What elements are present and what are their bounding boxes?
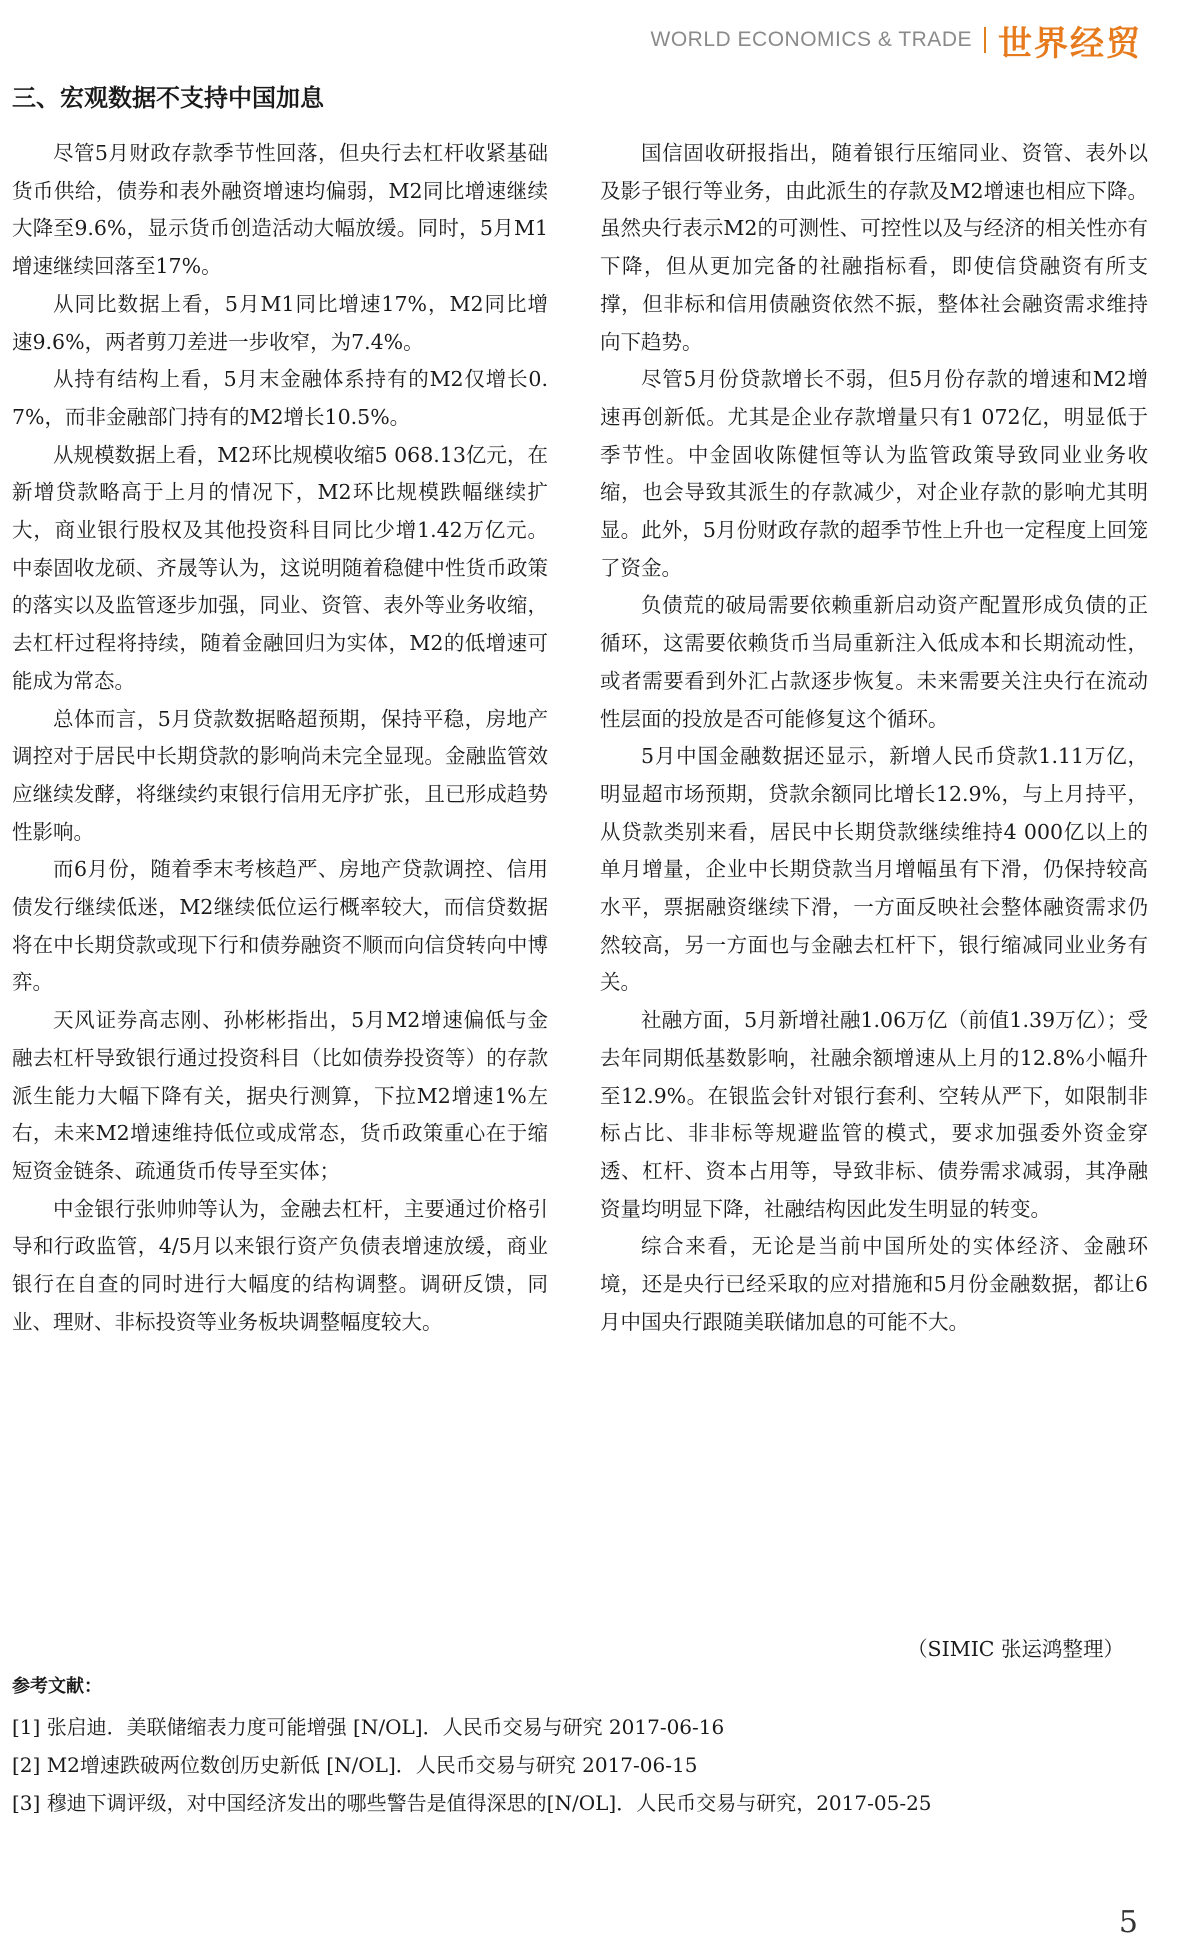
paragraph: 总体而言，5月贷款数据略超预期，保持平稳，房地产调控对于居民中长期贷款的影响尚未完全显现。金融监管效应继续发酵，将继续约束银行信用无序扩张，且已形成趋势性影响。: [12, 706, 548, 844]
references-list: [12, 1708, 1162, 1822]
paragraph: 综合来看，无论是当前中国所处的实体经济、金融环境，还是央行已经采取的应对措施和5月份金融数据，都让6月中国央行跟随美联储加息的可能不大。: [600, 1234, 1148, 1334]
left-column: [12, 135, 548, 1342]
references-section: [12, 1672, 1162, 1822]
paragraph: 从同比数据上看，5月M1同比增速17%，M2同比增速9.6%，两者剪刀差进一步收窄，为7.4%。: [12, 291, 548, 354]
paragraph: 而6月份，随着季末考核趋严、房地产贷款调控、信用债发行继续低迷，M2继续低位运行概率较大，而信贷数据将在中长期贷款或现下行和债券融资不顺而向信贷转向中博弈。: [12, 857, 548, 995]
paragraph: 国信固收研报指出，随着银行压缩同业、资管、表外以及影子银行等业务，由此派生的存款及M2增速也相应下降。虽然央行表示M2的可测性、可控性以及与经济的相关性亦有下降，但从更加完备的社融指标看，即使信贷融资有所支撑，但非标和信用债融资依然不振，整体社会融资需求维持向下趋势。: [600, 141, 1148, 354]
paragraph: 社融方面，5月新增社融1.06万亿（前值1.39万亿）；受去年同期低基数影响，社融余额增速从上月的12.8%小幅升至12.9%。在银监会针对银行套利、空转从严下，如限制非标占比、非非标等规避监管的模式，要求加强委外资金穿透、杠杆、资本占用等，导致非标、债券需求减弱，其净融资量均明显下降，社融结构因此发生明显的转变。: [600, 1008, 1148, 1221]
paragraph: 从持有结构上看，5月末金融体系持有的M2仅增长0.7%，而非金融部门持有的M2增长10.5%。: [12, 367, 548, 429]
journal-title-chinese: 世界经贸: [998, 23, 1142, 64]
paragraph: 从规模数据上看，M2环比规模收缩5 068.13亿元，在新增贷款略高于上月的情况下，M2环比规模跌幅继续扩大，商业银行股权及其他投资科目同比少增1.42万亿元。中泰固收龙硕、齐晟等认为，这说明随着稳健中性货币政策的落实以及监管逐步加强，同业、资管、表外等业务收缩，去杠杆过程将持续，随着金融回归为实体，M2的低增速可能成为常态。: [12, 442, 548, 693]
paragraph: 5月中国金融数据还显示，新增人民币贷款1.11万亿，明显超市场预期，贷款余额同比增长12.9%，与上月持平，从贷款类别来看，居民中长期贷款继续维持4 000亿以上的单月增量，企业中长期贷款当月增幅虽有下滑，仍保持较高水平，票据融资继续下滑，一方面反映社会整体融资需求仍然较高，另一方面也与金融去杠杆下，银行缩减同业业务有关。: [600, 744, 1148, 995]
journal-header: [651, 18, 1142, 62]
right-column: [600, 135, 1148, 1342]
reference-item: [1] 张启迪．美联储缩表力度可能增强 [N/OL]．人民币交易与研究 2017-06-16: [12, 1715, 725, 1739]
page-number: 5: [1118, 1905, 1138, 1940]
paragraph: 负债荒的破局需要依赖重新启动资产配置形成负债的正循环，这需要依赖货币当局重新注入低成本和长期流动性，或者需要看到外汇占款逐步恢复。未来需要关注央行在流动性层面的投放是否可能修复这个循环。: [600, 593, 1148, 731]
paragraph: 天风证券高志刚、孙彬彬指出，5月M2增速偏低与金融去杠杆导致银行通过投资科目（比如债券投资等）的存款派生能力大幅下降有关，据央行测算，下拉M2增速1%左右，未来M2增速维持低位或成常态，货币政策重心在于缩短资金链条、疏通货币传导至实体；: [12, 1008, 548, 1183]
author-credit: （SIMIC 张运鸿整理）: [907, 1637, 1124, 1661]
paragraph: 尽管5月份贷款增长不弱，但5月份存款的增速和M2增速再创新低。尤其是企业存款增量只有1 072亿，明显低于季节性。中金固收陈健恒等认为监管政策导致同业业务收缩，也会导致其派生的存款减少，对企业存款的影响尤其明显。此外，5月份财政存款的超季节性上升也一定程度上回笼了资金。: [600, 367, 1148, 580]
reference-item: [2] M2增速跌破两位数创历史新低 [N/OL]．人民币交易与研究 2017-06-15: [12, 1753, 698, 1777]
journal-title-english: WORLD ECONOMICS & TRADE: [650, 28, 972, 51]
header-divider: [984, 27, 986, 53]
section-title: 三、宏观数据不支持中国加息: [12, 84, 324, 112]
reference-item: [3] 穆迪下调评级，对中国经济发出的哪些警告是值得深思的[N/OL]．人民币交易与研究，2017-05-25: [12, 1791, 932, 1815]
references-title: 参考文献：: [12, 1676, 102, 1697]
paragraph: 中金银行张帅帅等认为，金融去杠杆，主要通过价格引导和行政监管，4/5月以来银行资产负债表增速放缓，商业银行在自查的同时进行大幅度的结构调整。调研反馈，同业、理财、非标投资等业务板块调整幅度较大。: [12, 1196, 548, 1334]
paragraph: 尽管5月财政存款季节性回落，但央行去杠杆收紧基础货币供给，债券和表外融资增速均偏弱，M2同比增速继续大降至9.6%，显示货币创造活动大幅放缓。同时，5月M1增速继续回落至17%。: [12, 141, 548, 279]
